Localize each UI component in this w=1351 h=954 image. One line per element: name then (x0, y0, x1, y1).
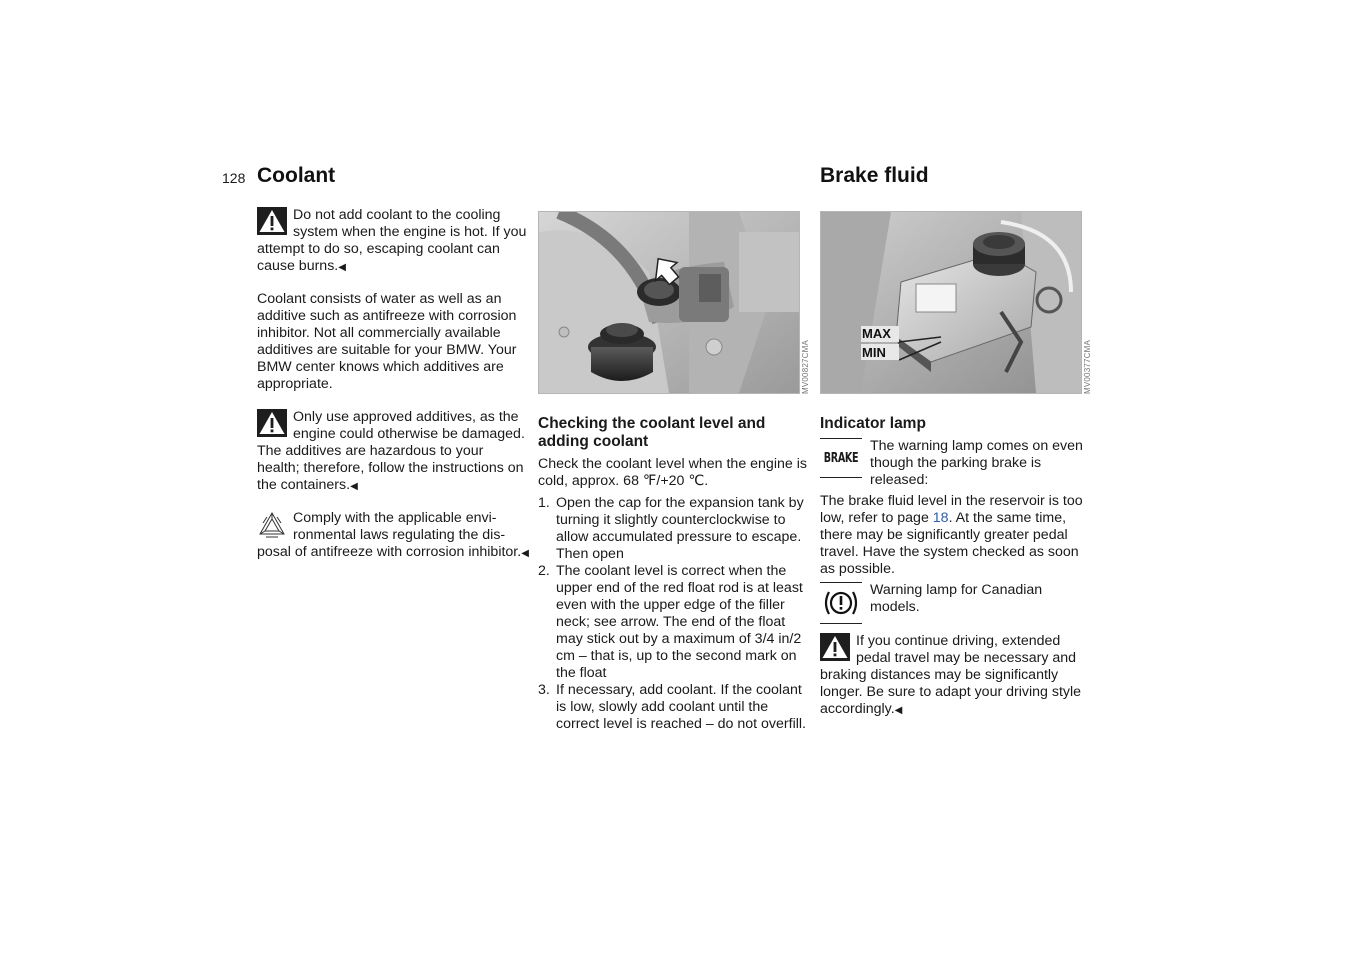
brake-photo-code: MV00377CMA (1083, 339, 1092, 394)
brake-indicator-block (820, 438, 1090, 489)
canadian-lamp-block (820, 582, 1090, 628)
page-number: 128 (222, 170, 246, 186)
coolant-environment-note (257, 510, 529, 562)
brake-fluid-reservoir-photo (820, 211, 1082, 394)
recycle-icon (257, 510, 287, 538)
checking-coolant-intro (538, 456, 812, 490)
indicator-lamp-heading: Indicator lamp (820, 415, 926, 432)
list-item: 3. If necessary, add coolant. If the coolant is low, slowly add coolant until the correct level is reached – do not overfill. (538, 682, 806, 732)
brake-driving-warning (820, 633, 1090, 719)
end-marker-icon: ◀ (894, 705, 903, 716)
coolant-warning-hot (257, 207, 529, 276)
brake-warning-icon (820, 438, 862, 478)
coolant-warning-additives-text: Only use approved additives, as the engine could otherwise be damaged. The additives are hazardous to your health; therefore, follow the instructions on the containers. (257, 409, 525, 493)
circle-exclamation-icon (820, 582, 862, 624)
section-title-brake-fluid: Brake fluid (820, 164, 929, 187)
checking-coolant-heading: Checking the coolant level and adding coolant (538, 415, 766, 450)
coolant-environment-text: Comply with the applicable environmental laws regulating the disposal of antifreeze with corrosion inhibitor. (257, 510, 522, 560)
brake-fluid-level-text: The brake fluid level in the reservoir is too low, refer to page 18. At the same time, there may be significantly greater pedal travel. Have the system checked as soon as possible. (820, 493, 1083, 577)
coolant-warning-additives (257, 409, 529, 495)
end-marker-icon: ◀ (521, 548, 529, 559)
min-level-label: MIN (862, 345, 886, 360)
canadian-lamp-text: Warning lamp for Canadian models. (870, 582, 1043, 615)
warning-triangle-icon (257, 409, 287, 437)
coolant-body-text (257, 291, 529, 393)
max-level-label: MAX (862, 326, 891, 341)
coolant-expansion-tank-photo (538, 211, 800, 394)
page-18-link[interactable]: 18 (932, 510, 949, 526)
list-item: 1. Open the cap for the expansion tank by turning it slightly counterclockwise to allow accumulated pressure to escape. Then open (538, 495, 804, 562)
list-item: 2. The coolant level is correct when the upper end of the red float rod is at least even with the upper edge of the filler neck; see arrow. The end of the float may stick out by a maximum of 3/4 in/2 cm – that is, up to the second mark on the float (538, 563, 803, 681)
section-title-coolant: Coolant (257, 164, 336, 187)
checking-coolant-intro-text: Check the coolant level when the engine is cold, approx. 68 ℉/+20 ℃. (538, 456, 807, 489)
end-marker-icon: ◀ (350, 481, 358, 492)
brake-driving-warning-text: If you continue driving, extended pedal travel may be necessary and braking distances may be significantly longer. Be sure to adapt your driving style accordingly. (820, 633, 1082, 717)
coolant-photo-code: MV00827CMA (801, 339, 810, 394)
brake-lamp-text: The warning lamp comes on even though the parking brake is released: (870, 438, 1083, 488)
warning-triangle-icon (820, 633, 850, 661)
end-marker-icon: ◀ (338, 262, 346, 273)
brake-icon-text: BRAKE (823, 450, 859, 466)
warning-triangle-icon (257, 207, 287, 235)
coolant-warning-hot-text: Do not add coolant to the cooling system when the engine is hot. If you attempt to do so, escaping coolant can cause burns. (257, 207, 527, 274)
coolant-description: Coolant consists of water as well as an additive such as antifreeze with corrosion inhibitor. Not all commercially available additives are suitable for your BMW. Your BMW center knows which additives are appropriate. (257, 291, 517, 392)
coolant-steps-list (538, 495, 812, 733)
